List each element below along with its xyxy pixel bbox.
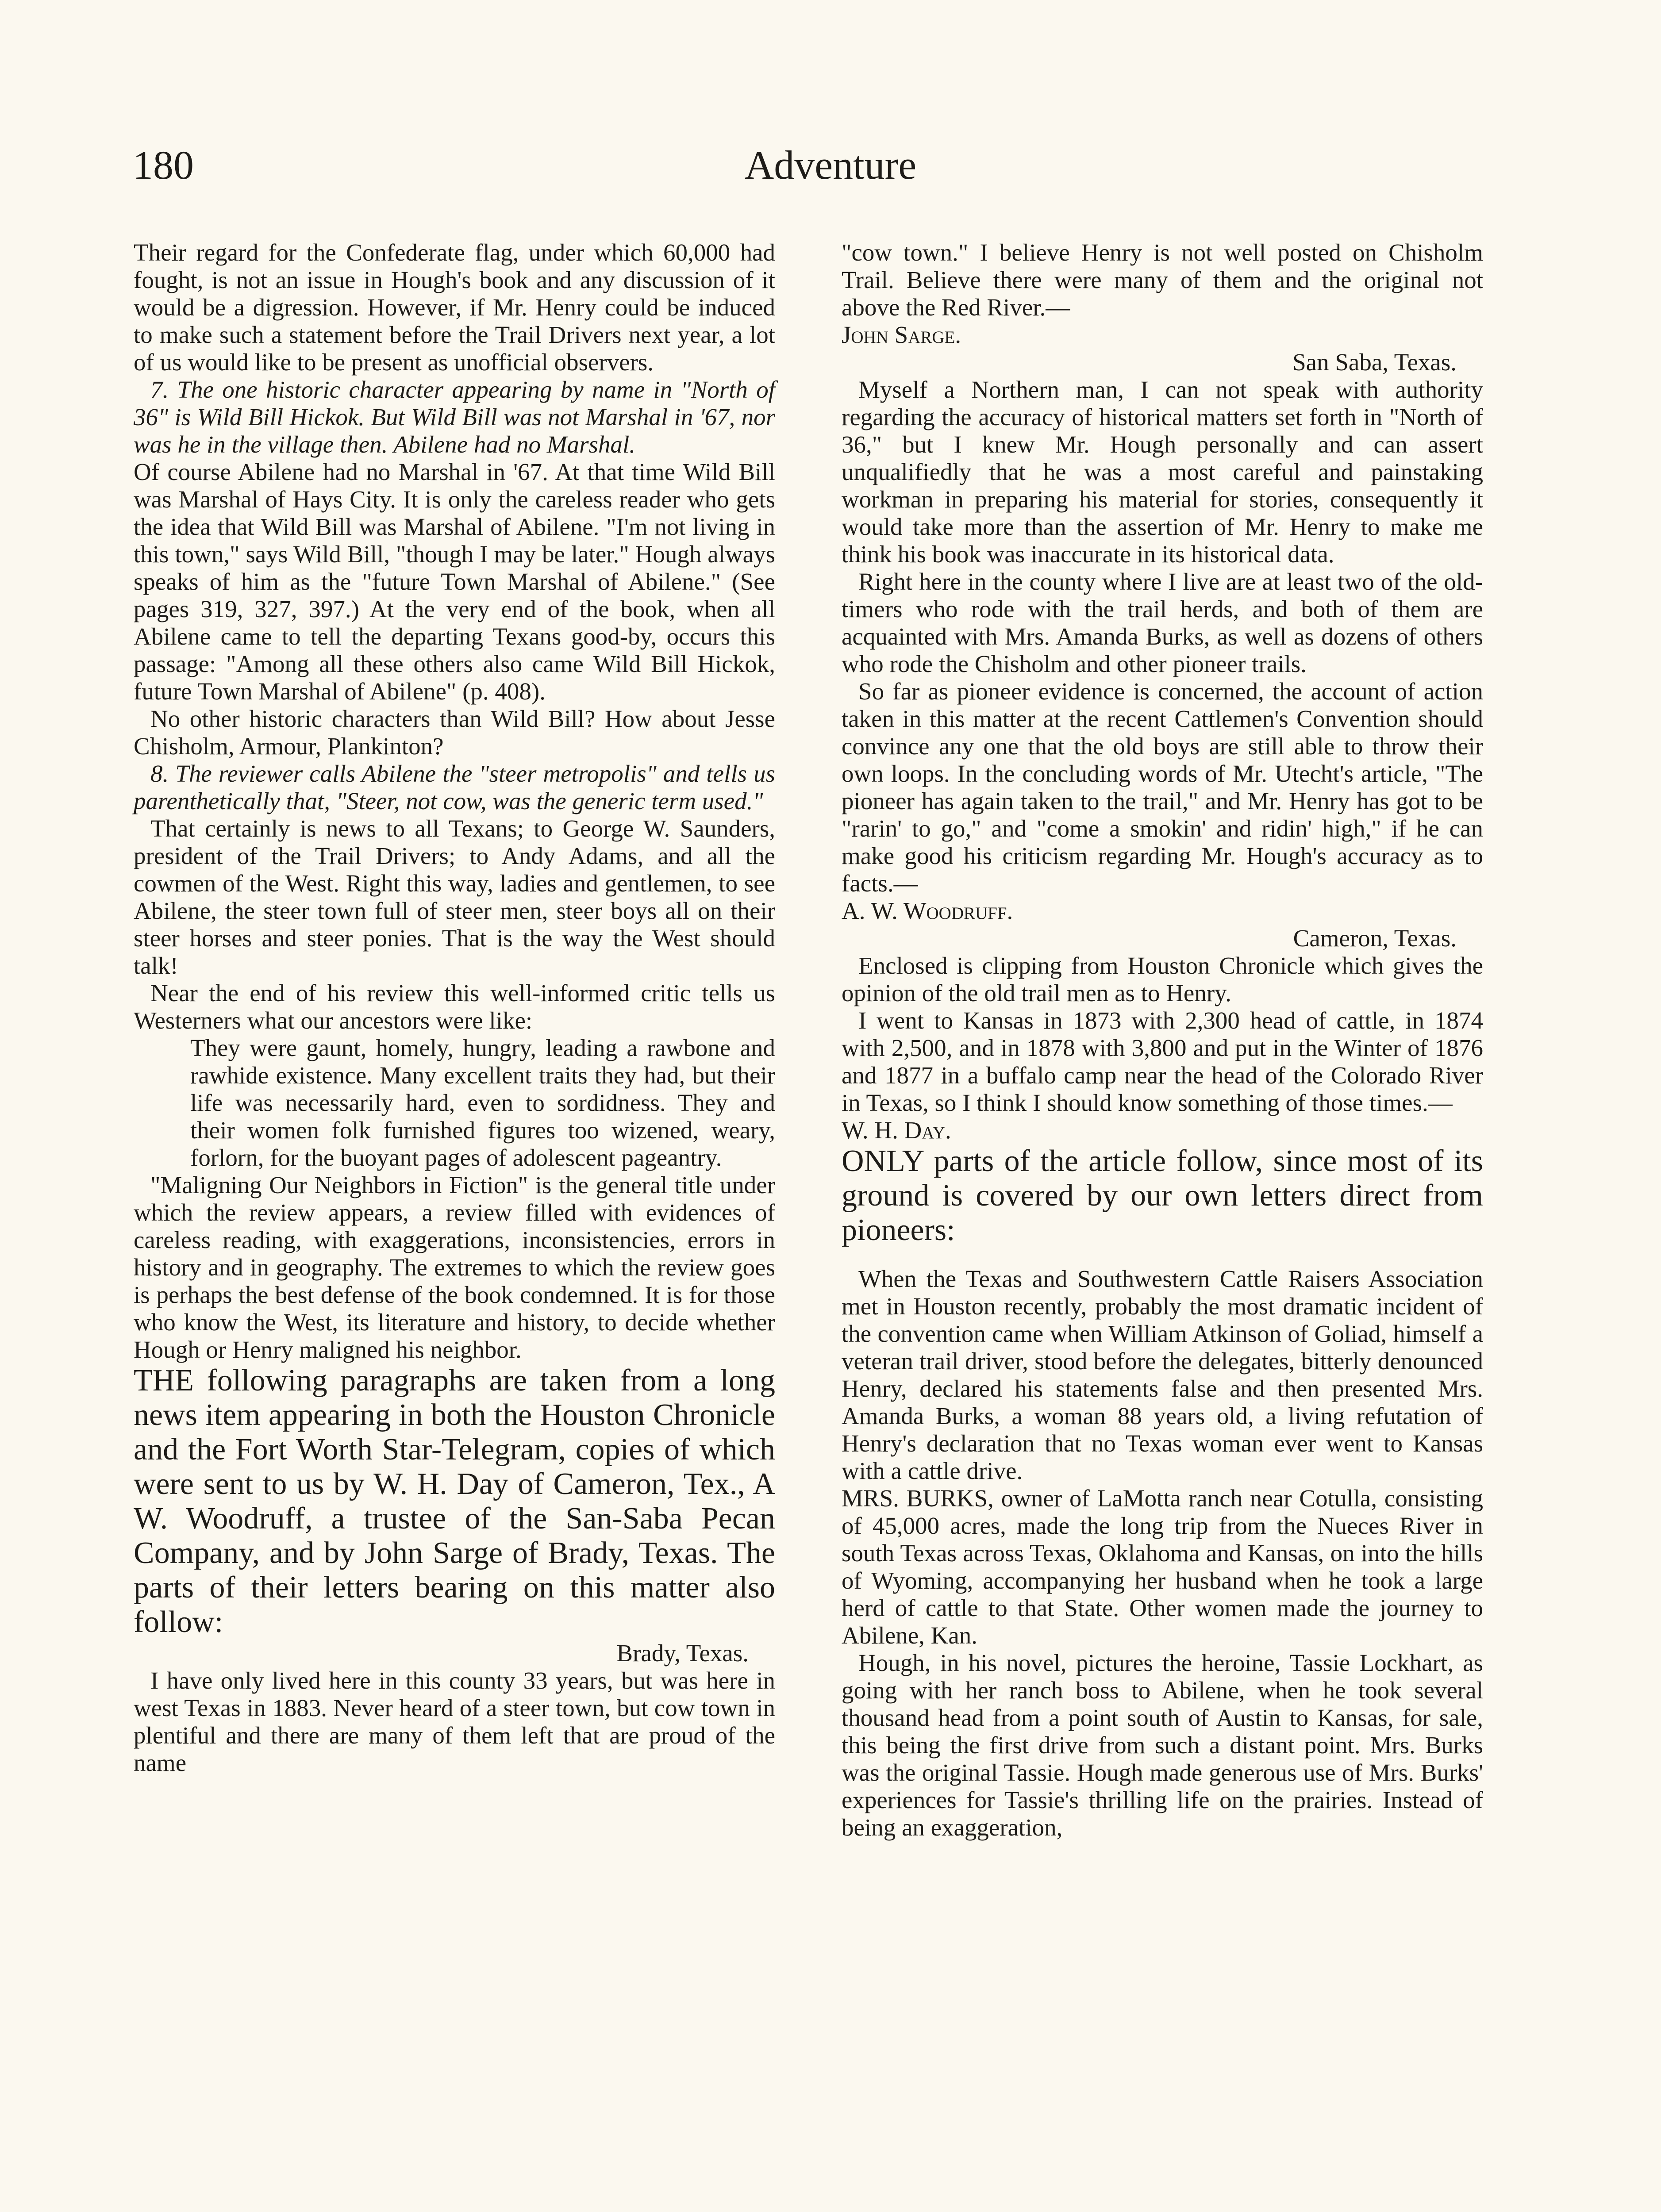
letter-paragraph: Myself a Northern man, I can not speak with authority regarding the accuracy of historical matters set forth in "North of 36," but I knew Mr. Hough personally and can assert unqualifiedly that he was a most careful and painstaking workman in preparing his material for stories, consequently it would take more than the assertion of Mr. Henry to make me think his book was inaccurate in its historical data. (842, 376, 1483, 568)
lead-paragraph: THE following paragraphs are taken from a long news item appearing in both the Houston Chronicle and the Fort Worth Star-Telegram, copies of which were sent to us by W. H. Day of Cameron, Tex., A W. Woodruff, a trustee of the San-Saba Pecan Company, and by John Sarge of Brady, Texas. The parts of their letters bearing on this matter also follow: (134, 1363, 775, 1639)
paragraph: Near the end of his review this well-informed critic tells us Westerners what our ancestors were like: (134, 979, 775, 1034)
dateline: Brady, Texas. (616, 1640, 749, 1667)
dateline: Cameron, Texas. (1293, 925, 1457, 952)
letter-paragraph: Enclosed is clipping from Houston Chronicle which gives the opinion of the old trail men as to Henry. (842, 952, 1483, 1006)
letter-paragraph: I have only lived here in this county 33 years, but was here in west Texas in 1883. Never heard of a steer town, but cow town in plentiful and there are many of them left that are proud of the name (134, 1667, 775, 1776)
paragraph: That certainly is news to all Texans; to George W. Saunders, president of the Trail Drivers; to Andy Adams, and all the cowmen of the West. Right this way, ladies and gentlemen, to see Abilene, the steer town full of steer men, steer boys all on their steer horses and steer ponies. That is the way the West should talk! (134, 815, 775, 979)
running-head: Adventure (744, 142, 917, 188)
paragraph: Of course Abilene had no Marshal in '67. At that time Wild Bill was Marshal of Hays City. It is only the careless reader who gets the idea that Wild Bill was Marshal of Abilene. "I'm not living in this town," says Wild Bill, "though I may be later." Hough always speaks of him as the "future Town Marshal of Abilene." (See pages 319, 327, 397.) At the very end of the book, when all Abilene came to tell the departing Texans good-by, occurs this passage: "Among all these others also came Wild Bill Hickok, future Town Marshal of Abilene" (p. 408). (134, 458, 775, 705)
letter-paragraph: So far as pioneer evidence is concerned, the account of action taken in this matter at the recent Cattlemen's Convention should convince any one that the old boys are still able to throw their own loops. In the concluding words of Mr. Utecht's article, "The pioneer has again taken to the trail," and Mr. Henry has got to be "rarin' to go," and "come a smokin' and ridin' high," if he can make good his criticism regarding Mr. Hough's accuracy as to facts.— (842, 678, 1483, 897)
signature: A. W. Woodruff. (842, 897, 1013, 924)
lead-paragraph: ONLY parts of the article follow, since most of its ground is covered by our own letters direct from pioneers: (842, 1144, 1483, 1247)
letter-paragraph: I went to Kansas in 1873 with 2,300 head of cattle, in 1874 with 2,500, and in 1878 with 3,800 and put in the Winter of 1876 and 1877 in a buffalo camp near the head of the Colorado River in Texas, so I think I should know something of those times.— (842, 1007, 1483, 1116)
quoted-point: 8. The reviewer calls Abilene the "steer metropolis" and tells us parenthetically that, "Steer, not cow, was the generic term used." (134, 760, 775, 814)
letter-paragraph: Right here in the county where I live are at least two of the old-timers who rode with the trail herds, and both of them are acquainted with Mrs. Amanda Burks, as well as dozens of others who rode the Chisholm and other pioneer trails. (842, 568, 1483, 677)
signature: W. H. Day. (842, 1117, 951, 1144)
paragraph: "cow town." I believe Henry is not well posted on Chisholm Trail. Believe there were many of them and the original not above the Red River.— (842, 239, 1483, 321)
signature: John Sarge. (842, 321, 961, 348)
dateline: San Saba, Texas. (1292, 349, 1457, 376)
paragraph: Their regard for the Confederate flag, under which 60,000 had fought, is not an issue in Hough's book and any discussion of it would be a digression. However, if Mr. Henry could be induced to make such a statement before the Trail Drivers next year, a lot of us would like to be present as unofficial observers. (134, 239, 775, 376)
left-column (134, 239, 775, 1777)
paragraph: "Maligning Our Neighbors in Fiction" is the general title under which the review appears, a review filled with evidences of careless reading, with exaggerations, inconsistencies, errors in history and in geography. The extremes to which the review goes is perhaps the best defense of the book condemned. It is for those who know the West, its literature and history, to decide whether Hough or Henry maligned his neighbor. (134, 1171, 775, 1363)
article-paragraph: When the Texas and Southwestern Cattle Raisers Association met in Houston recently, probably the most dramatic incident of the convention came when William Atkinson of Goliad, himself a veteran trail driver, stood before the delegates, bitterly denounced Henry, declared his statements false and then presented Mrs. Amanda Burks, a woman 88 years old, a living refutation of Henry's declaration that no Texas woman ever went to Kansas with a cattle drive. (842, 1265, 1483, 1484)
right-column (842, 239, 1483, 1841)
page-number: 180 (133, 142, 194, 188)
paragraph: No other historic characters than Wild Bill? How about Jesse Chisholm, Armour, Plankinton? (134, 705, 775, 760)
block-quote: They were gaunt, homely, hungry, leading a rawbone and rawhide existence. Many excellent traits they had, but their life was necessarily hard, even to sordidness. They and their women folk furnished figures too wizened, weary, forlorn, for the buoyant pages of adolescent pageantry. (190, 1034, 775, 1171)
quoted-point: 7. The one historic character appearing by name in "North of 36" is Wild Bill Hickok. But Wild Bill was not Marshal in '67, nor was he in the village then. Abilene had no Marshal. (134, 376, 775, 458)
article-paragraph: MRS. BURKS, owner of LaMotta ranch near Cotulla, consisting of 45,000 acres, made the long trip from the Nueces River in south Texas across Texas, Oklahoma and Kansas, on into the hills of Wyoming, accompanying her husband when he took a large herd of cattle to that State. Other women made the journey to Abilene, Kan. (842, 1485, 1483, 1649)
article-paragraph: Hough, in his novel, pictures the heroine, Tassie Lockhart, as going with her ranch boss to Abilene, when he took several thousand head from a point south of Austin to Kansas, for sale, this being the first drive from such a distant point. Mrs. Burks was the original Tassie. Hough made generous use of Mrs. Burks' experiences for Tassie's thrilling life on the prairies. Instead of being an exaggeration, (842, 1649, 1483, 1841)
